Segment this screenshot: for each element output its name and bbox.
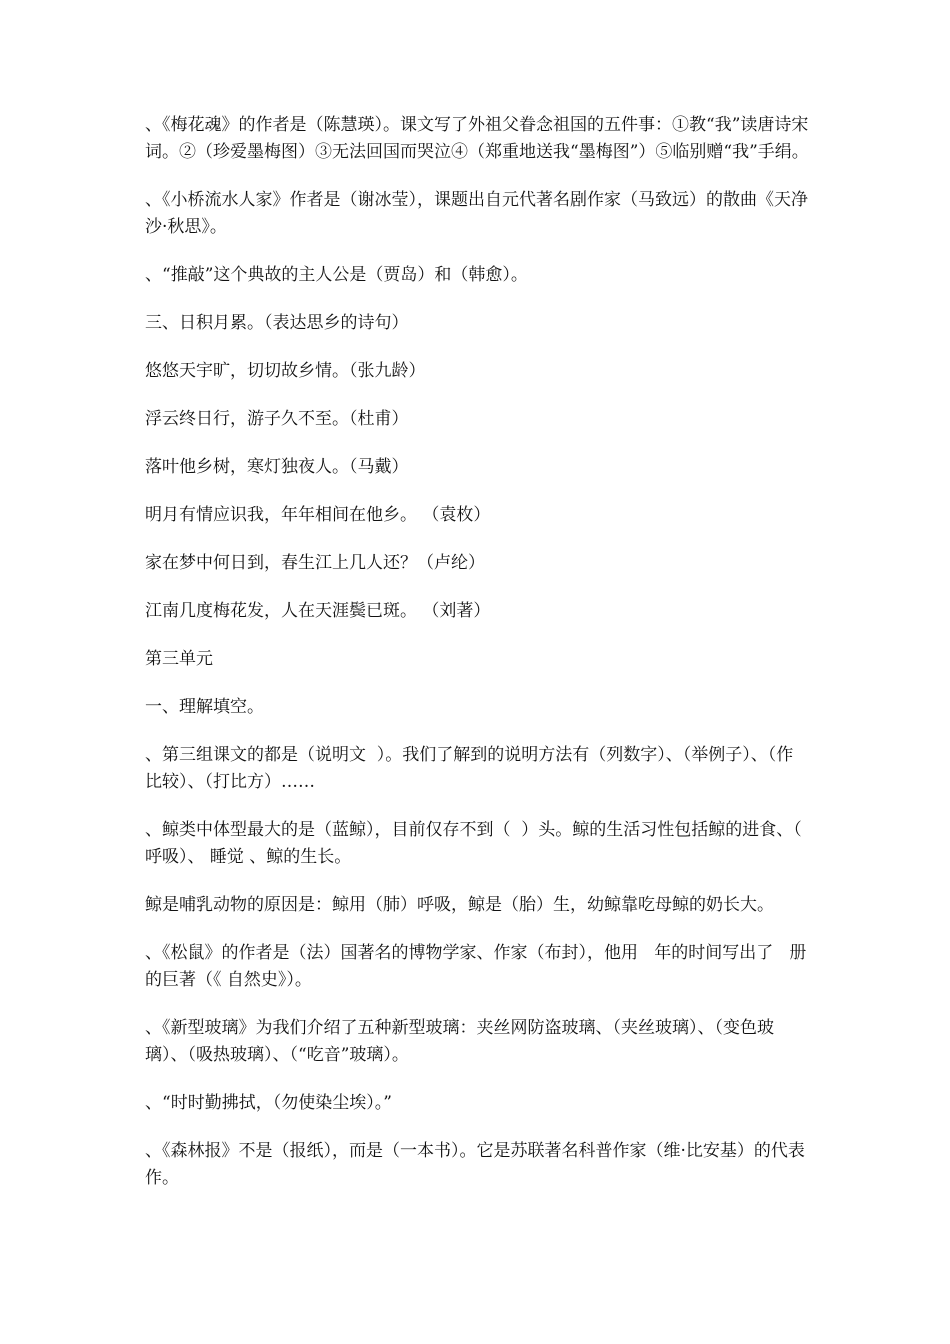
paragraph-new-glass: 、《新型玻璃》为我们介绍了五种新型玻璃：夹丝网防盗玻璃、（夹丝玻璃）、（变色玻璃）、（吸热玻璃）、（“吃音”玻璃）。 <box>145 1018 774 1065</box>
paragraph-whale-types: 、鲸类中体型最大的是（蓝鲸），目前仅存不到（ ）头。鲸的生活习性包括鲸的进食、（ 呼吸）、 睡觉 、鲸的生长。 <box>145 820 813 867</box>
section-heading-riji: 三、日积月累。（表达思乡的诗句） <box>145 313 409 333</box>
poem-line: 家在梦中何日到，春生江上几人还？（卢纶） <box>145 553 485 573</box>
paragraph-meihuahun: 、《梅花魂》的作者是（陈慧瑛）。课文写了外祖父眷念祖国的五件事：①教“我”读唐诗宋词。②（珍爱墨梅图）③无法回国而哭泣④（郑重地送我“墨梅图”）⑤临别赠“我”手绢。 <box>145 115 809 162</box>
poem-line: 浮云终日行，游子久不至。（杜甫） <box>145 409 409 429</box>
poem-line: 明月有情应识我，年年相间在他乡。 （袁枚） <box>145 505 491 525</box>
poem-line: 悠悠天宇旷，切切故乡情。（张九龄） <box>145 361 426 381</box>
poem-line: 江南几度梅花发，人在天涯鬓已斑。 （刘著） <box>145 601 491 621</box>
document-page <box>145 112 813 1213</box>
paragraph-squirrel: 、《松鼠》的作者是（法）国著名的博物学家、作家（布封），他用 年的时间写出了 册的巨著（《 自然史》）。 <box>145 943 807 990</box>
unit-title: 第三单元 <box>145 649 213 669</box>
paragraph-whale-mammal: 鲸是哺乳动物的原因是：鲸用（肺）呼吸，鲸是（胎）生，幼鲸靠吃母鲸的奶长大。 <box>145 895 774 915</box>
paragraph-forest-news: 、《森林报》不是（报纸），而是（一本书）。它是苏联著名科普作家（维·比安基）的代表作。 <box>145 1141 805 1188</box>
poem-line: 落叶他乡树，寒灯独夜人。（马戴） <box>145 457 409 477</box>
paragraph-xiaoqiao: 、《小桥流水人家》作者是（谢冰莹），课题出自元代著名剧作家（马致远）的散曲《天净沙·秋思》。 <box>145 190 808 237</box>
paragraph-shuomingwen: 、第三组课文的都是（说明文 ）。我们了解到的说明方法有（列数字）、（举例子）、（作比较）、（打比方）…… <box>145 745 794 792</box>
paragraph-verse: 、“时时勤拂拭，（勿使染尘埃）。” <box>145 1093 392 1113</box>
section-heading-fill: 一、理解填空。 <box>145 697 264 717</box>
paragraph-tuiqiao: 、“推敲”这个典故的主人公是（贾岛）和（韩愈）。 <box>145 265 528 285</box>
